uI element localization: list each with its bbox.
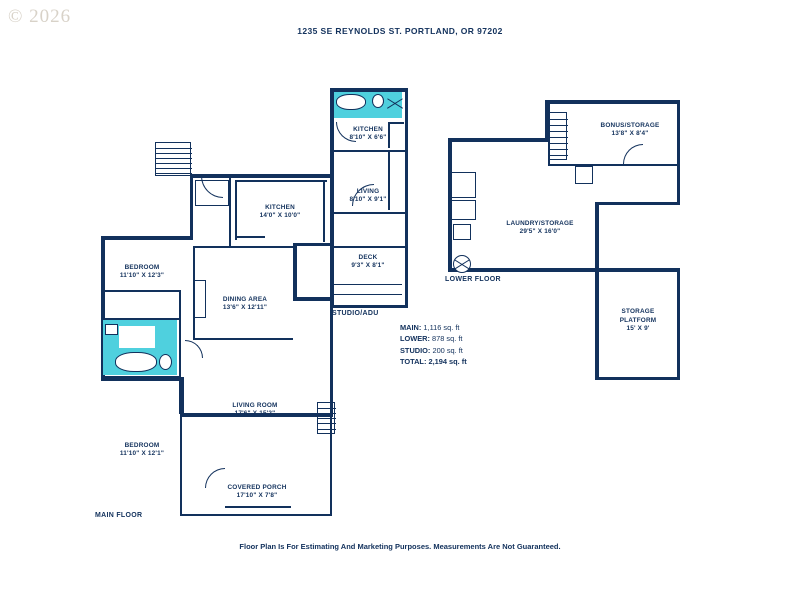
wall-segment (293, 297, 333, 301)
summary-label: TOTAL: (400, 357, 427, 367)
porch-step (225, 506, 291, 508)
room-dimension: 17'6" X 15'2" (234, 410, 276, 418)
staircase-living (317, 402, 335, 434)
room-name: KITCHEN (353, 126, 383, 133)
room-label-studio-kitchen (332, 126, 404, 143)
page-title: 1235 SE REYNOLDS ST. PORTLAND, OR 97202 (297, 26, 503, 36)
wall-segment (595, 202, 599, 272)
porch-wall (180, 413, 182, 516)
summary-value: 200 sq. ft (432, 345, 463, 355)
room-name: DINING AREA (222, 296, 268, 303)
room-label-bedroom-2 (103, 442, 181, 459)
floor-label-lower: LOWER FLOOR (445, 276, 501, 283)
room-label-bonus-storage (585, 122, 675, 139)
kitchen-counter (235, 236, 265, 238)
studio-adu-plan (330, 88, 440, 318)
wall-segment (448, 138, 548, 142)
interior-wall (330, 212, 406, 214)
room-label-studio-deck (332, 254, 404, 271)
deck-board (334, 284, 402, 285)
floor-label-main: MAIN FLOOR (95, 512, 143, 519)
wall-segment (595, 202, 679, 206)
wall-segment (595, 377, 680, 381)
toilet-fixture (372, 94, 384, 108)
wall-segment (405, 88, 409, 308)
summary-value: 878 sq. ft (432, 334, 463, 344)
wall-segment (101, 236, 193, 240)
utility-box (453, 224, 471, 240)
deck-board (334, 294, 402, 295)
room-dimension: 11'10" X 12'1" (119, 450, 165, 458)
room-name: COVERED PORCH (227, 484, 287, 491)
room-label-dining-area (199, 296, 291, 313)
staircase-lower (549, 112, 567, 160)
interior-wall (179, 376, 181, 414)
interior-wall (193, 338, 293, 340)
wall-segment (595, 271, 599, 377)
room-dimension: 8'10" X 6'6" (349, 134, 387, 142)
wall-segment (330, 88, 408, 92)
bathtub-fixture (336, 94, 366, 110)
room-name: KITCHEN (265, 204, 295, 211)
room-name: STORAGE PLATFORM (619, 308, 657, 324)
room-name: BONUS/STORAGE (600, 122, 660, 129)
room-dimension: 29'5" X 16'0" (519, 228, 561, 236)
floor-label-studio: STUDIO/ADU (332, 310, 379, 317)
kitchen-counter (388, 122, 404, 124)
room-dimension: 17'10" X 7'8" (236, 492, 278, 500)
toilet-fixture (159, 354, 172, 370)
main-floor-plan (95, 140, 345, 530)
summary-value: 1,116 sq. ft (423, 323, 460, 332)
room-name: LIVING (356, 188, 380, 195)
interior-wall (193, 246, 293, 248)
interior-wall (179, 290, 181, 378)
room-label-storage-platform (603, 308, 673, 334)
wall-segment (190, 174, 194, 240)
wall-segment (677, 100, 681, 205)
summary-value: 2,194 sq. ft (428, 357, 467, 367)
wall-segment (545, 100, 680, 104)
porch-wall (180, 514, 332, 516)
room-label-living-room (205, 402, 305, 419)
interior-wall (330, 246, 406, 248)
interior-wall (548, 164, 678, 166)
interior-wall (229, 174, 231, 246)
room-label-laundry-storage (485, 220, 595, 237)
room-dimension: 11'10" X 12'3" (119, 272, 165, 280)
room-dimension: 8'10" X 9'1" (349, 196, 387, 204)
interior-wall (101, 376, 181, 378)
room-name: DECK (358, 254, 378, 261)
footer-disclaimer: Floor Plan Is For Estimating And Marketing Purposes. Measurements Are Not Guaranteed. (239, 542, 561, 551)
summary-label: STUDIO: (400, 345, 431, 355)
window-x-mark (453, 255, 471, 273)
wall-segment (330, 305, 408, 309)
utility-box (450, 200, 476, 220)
bathtub-fixture (115, 352, 157, 372)
summary-label: LOWER: (400, 334, 430, 344)
room-name: LAUNDRY/STORAGE (506, 220, 574, 227)
summary-label: MAIN: (400, 323, 422, 332)
room-label-bedroom-1 (103, 264, 181, 281)
wall-segment (293, 243, 297, 301)
door-swing (185, 340, 203, 358)
room-name: LIVING ROOM (232, 402, 278, 409)
interior-wall (101, 290, 181, 292)
room-name: BEDROOM (124, 264, 160, 271)
staircase-main (155, 142, 191, 176)
wall-segment (595, 268, 679, 272)
room-dimension: 9'3" X 8'1" (351, 262, 385, 270)
wall-segment (677, 268, 681, 380)
utility-box (450, 172, 476, 198)
copyright-watermark: © 2026 (8, 6, 72, 27)
utility-box (575, 166, 593, 184)
room-dimension: 15' X 9' (626, 325, 650, 333)
door-swing (623, 144, 643, 164)
window-x-mark (386, 92, 404, 114)
lower-floor-plan (445, 100, 695, 400)
wall-segment (293, 243, 333, 247)
room-label-kitchen (235, 204, 325, 221)
room-dimension: 14'0" X 10'0" (259, 212, 301, 220)
sink-fixture (105, 324, 118, 335)
kitchen-counter (235, 180, 327, 182)
room-label-covered-porch (205, 484, 309, 501)
interior-wall (330, 150, 406, 152)
room-label-studio-living (332, 188, 404, 205)
room-name: BEDROOM (124, 442, 160, 449)
interior-wall (101, 318, 181, 320)
room-dimension: 13'8" X 8'4" (611, 130, 649, 138)
bath-inner-fill (119, 326, 155, 348)
room-dimension: 13'6" X 12'11" (222, 304, 268, 312)
